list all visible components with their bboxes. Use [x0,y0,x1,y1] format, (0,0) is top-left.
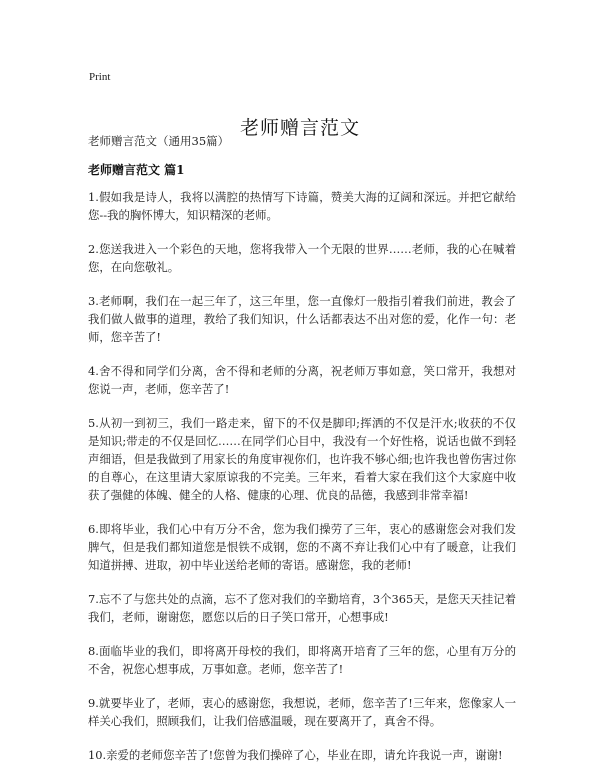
list-item: 4.舍不得和同学们分离，舍不得和老师的分离，祝老师万事如意，笑口常开，我想对您说一声，老师，您辛苦了! [88,364,516,396]
page-title: 老师赠言范文 [239,116,360,139]
print-link[interactable]: Print [89,71,111,83]
message-list [88,188,516,780]
list-item: 5.从初一到初三，我们一路走来，留下的不仅是脚印;挥洒的不仅是汗水;收获的不仅是知识;带走的不仅是回忆……在同学们心目中，我没有一个好性格，说话也做不到轻声细语，但是我做到了用家长的角度审视你们，也许我不够心细;也许我也曾伤害过你的自尊心，在这里请大家原谅我的不完美。三年来，看着大家在我们这个大家庭中收获了强健的体魄、健全的人格、健康的心理、优良的品德，我感到非常幸福! [88,416,516,502]
list-item: 2.您送我进入一个彩色的天地，您将我带入一个无限的世界……老师，我的心在喊着您，在向您敬礼。 [88,242,516,274]
document-subtitle: 老师赠言范文（通用35篇） [88,134,230,148]
list-item: 6.即将毕业，我们心中有万分不舍，您为我们操劳了三年，衷心的感谢您会对我们发脾气，但是我们都知道您是恨铁不成钢，您的不离不弃让我们心中有了暖意，让我们知道拼搏、进取，初中毕业送给老师的寄语。感谢您，我的老师! [88,522,516,572]
list-item: 10.亲爱的老师您辛苦了!您曾为我们操碎了心，毕业在即，请允许我说一声，谢谢! [88,748,503,762]
list-item: 8.面临毕业的我们，即将离开母校的我们，即将离开培育了三年的您，心里有万分的不舍，祝您心想事成，万事如意。老师，您辛苦了! [88,644,516,676]
list-item: 7.忘不了与您共处的点滴，忘不了您对我们的辛勤培育，3个365天，是您天天挂记着我们，老师，谢谢您，愿您以后的日子笑口常开，心想事成! [88,592,516,624]
section-heading: 老师赠言范文 篇1 [88,163,185,177]
list-item: 1.假如我是诗人，我将以满腔的热情写下诗篇，赞美大海的辽阔和深远。并把它献给您--我的胸怀博大，知识精深的老师。 [88,190,516,222]
list-item: 3.老师啊，我们在一起三年了，这三年里，您一直像灯一般指引着我们前进，教会了我们做人做事的道理，教给了我们知识，什么话都表达不出对您的爱，化作一句：老师，您辛苦了! [88,294,516,344]
list-item: 9.就要毕业了，老师，衷心的感谢您，我想说，老师，您辛苦了!三年来，您像家人一样关心我们，照顾我们，让我们倍感温暖，现在要离开了，真舍不得。 [88,696,516,728]
